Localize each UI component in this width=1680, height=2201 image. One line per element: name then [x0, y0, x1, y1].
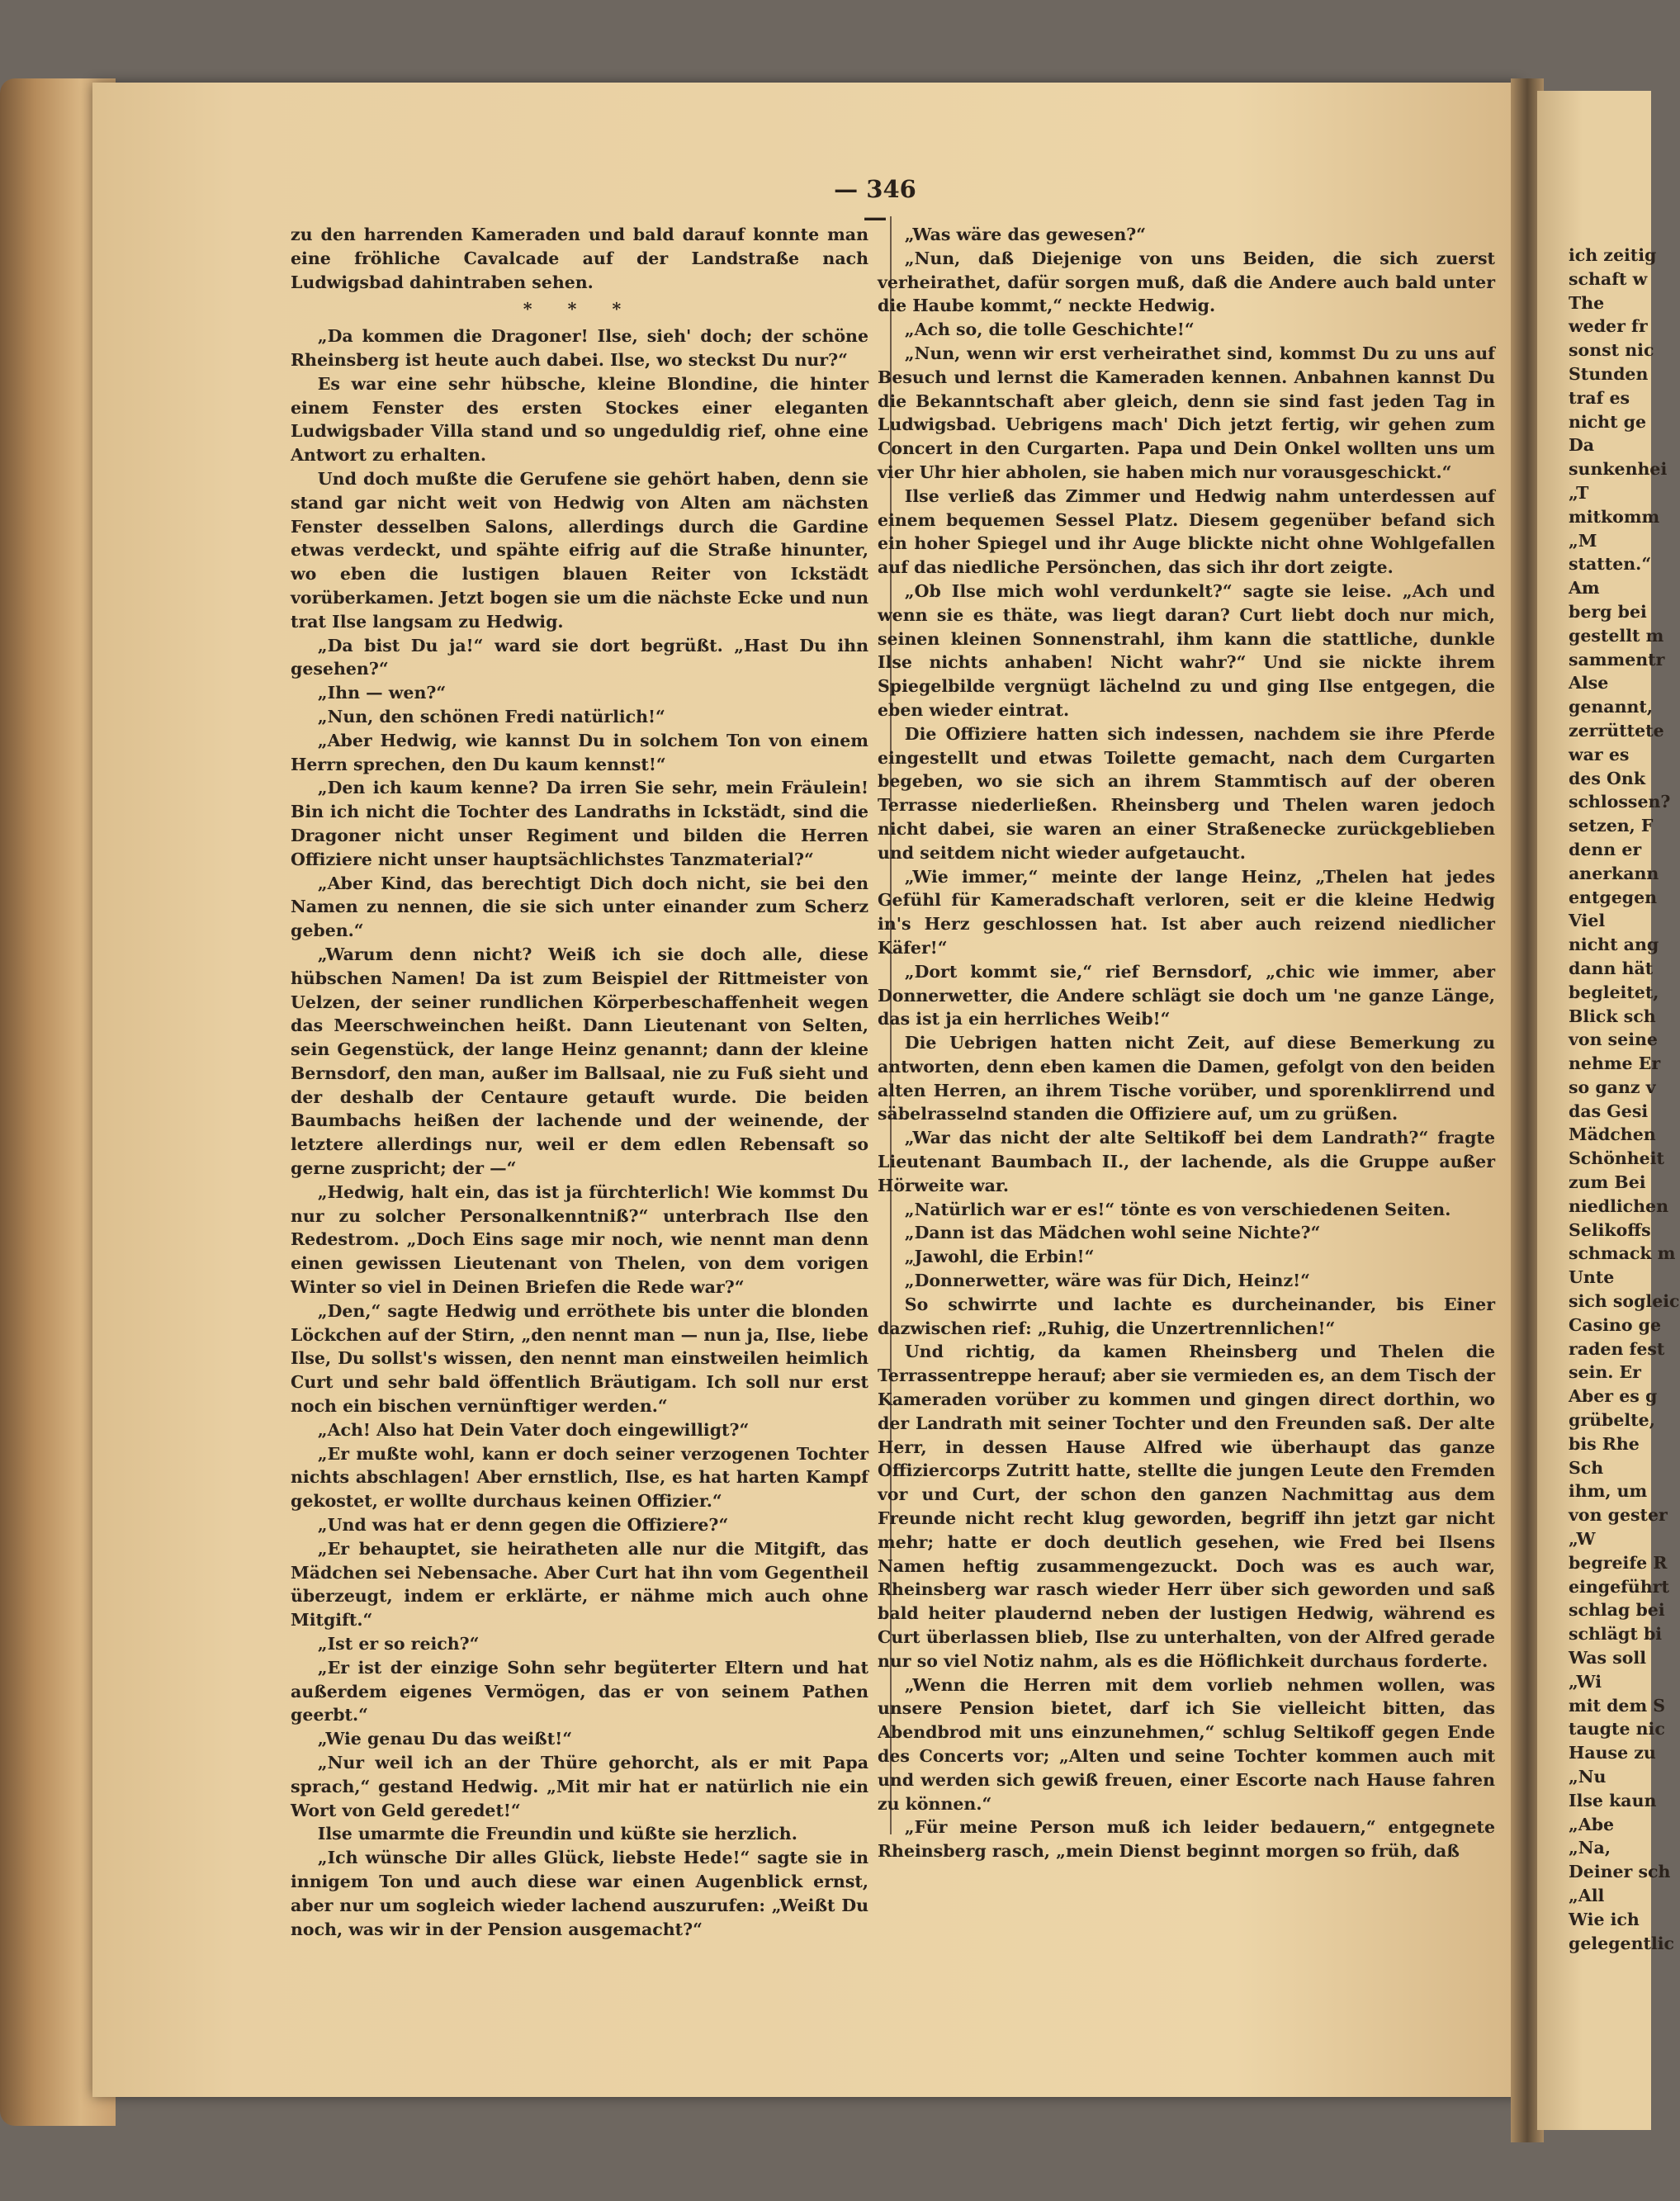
paragraph: „Ach so, die tolle Geschichte!“ — [904, 320, 1195, 340]
next-page-line: bis Rhe — [1569, 1433, 1640, 1454]
next-page-line: Stunden — [1569, 363, 1649, 384]
next-page-line: Blick sch — [1569, 1006, 1656, 1026]
paragraph: „Natürlich war er es!“ tönte es von verschiedenen Seiten. — [904, 1199, 1451, 1219]
next-page-line: sonst nic — [1569, 340, 1654, 361]
next-page-line: Viel — [1569, 911, 1606, 931]
right-column — [878, 223, 1495, 1863]
next-page-line: das Gesi — [1569, 1100, 1649, 1121]
next-page-line: setzen, F — [1569, 816, 1654, 836]
next-page-line: sammentr — [1569, 649, 1665, 670]
paragraph: „Ich wünsche Dir alles Glück, liebste Hede!“ sagte sie in innigem Ton und auch diese war einen Augenblick ernst, aber nur um sogleich wieder lachend auszurufen: „Weißt Du noch, was wir in der Pension ausgemacht?“ — [291, 1848, 868, 1939]
next-page-line: „W — [1569, 1529, 1596, 1550]
paragraph: zu den harrenden Kameraden und bald darauf konnte man eine fröhliche Cavalcade auf der Landstraße nach Ludwigsbad dahintraben sehen. — [291, 225, 868, 292]
next-page-line: Aber es g — [1569, 1386, 1658, 1407]
next-page-line: „All — [1569, 1885, 1605, 1905]
next-page-line: dann hät — [1569, 958, 1654, 978]
next-page-line: berg bei — [1569, 601, 1647, 622]
next-page-line: sein. Er — [1569, 1362, 1641, 1383]
paragraph: Die Offiziere hatten sich indessen, nachdem sie ihre Pferde eingestellt und etwas Toilette gemacht, nach dem Curgarten begeben, wo sie sich an ihrem Stammtisch auf der oberen Terrasse niederließen. Rheinsberg und Thelen waren jedoch nicht dabei, sie waren an einer Straßenecke zurückgeblieben und seitdem nicht wieder aufgetaucht. — [878, 723, 1495, 863]
next-page-line: „Nu — [1569, 1767, 1607, 1787]
next-page-line: gestellt m — [1569, 625, 1664, 646]
next-page-line: sunkenhei — [1569, 459, 1668, 480]
paragraph: „Er behauptet, sie heiratheten alle nur die Mitgift, das Mädchen sei Nebensache. Aber Curt hat ihn vom Gegentheil überzeugt, indem er erklärte, er nähme mich auch ohne Mitgift.“ — [291, 1538, 868, 1631]
page-number: — 346 — — [834, 175, 916, 231]
paragraph: „Was wäre das gewesen?“ — [904, 225, 1147, 244]
next-page-line: anerkann — [1569, 863, 1659, 883]
next-page-line: Unte — [1569, 1267, 1615, 1288]
next-page-line: „Wi — [1569, 1671, 1602, 1692]
paragraph: „Ihn — wen?“ — [317, 683, 447, 703]
next-page-line: weder fr — [1569, 316, 1648, 337]
paragraph: „Wie genau Du das weißt!“ — [317, 1729, 572, 1749]
next-page-line: „T — [1569, 482, 1589, 503]
paragraph: „Und was hat er denn gegen die Offiziere?“ — [317, 1515, 729, 1536]
next-page-line: nicht ge — [1569, 411, 1647, 432]
next-page-line: schlag bei — [1569, 1600, 1665, 1621]
paragraph: „Wie immer,“ meinte der lange Heinz, „Thelen hat jedes Gefühl für Kameradschaft verloren, seit er die kleine Hedwig in's Herz geschlossen hat. Ist aber auch reizend niedlicher Käfer!“ — [878, 866, 1495, 958]
next-page-line: begleitet, — [1569, 982, 1659, 1002]
section-break: * * * — [523, 299, 637, 320]
next-page-line: Wie ich — [1569, 1909, 1640, 1929]
next-page-line: Da — [1569, 435, 1595, 456]
next-page-column — [1569, 244, 1680, 1955]
next-page-line: entgegen — [1569, 887, 1658, 907]
next-page-line: gelegentlic — [1569, 1933, 1675, 1953]
paragraph: So schwirrte und lachte es durcheinander, bis Einer dazwischen rief: „Ruhig, die Unzertrennlichen!“ — [878, 1294, 1495, 1338]
next-page-line: grübelte, — [1569, 1410, 1655, 1431]
next-page-line: niedlichen — [1569, 1195, 1668, 1216]
next-page-line: taugte nic — [1569, 1719, 1665, 1740]
next-page-line: Am — [1569, 578, 1600, 599]
paragraph: „Nun, den schönen Fredi natürlich!“ — [317, 706, 665, 727]
paragraph: „Aber Kind, das berechtigt Dich doch nicht, sie bei den Namen zu nennen, die sie sich unter einander zum Scherz geben.“ — [291, 873, 868, 941]
next-page-line: so ganz v — [1569, 1077, 1656, 1097]
paragraph: „Da bist Du ja!“ ward sie dort begrüßt. „Hast Du ihn gesehen?“ — [291, 635, 868, 679]
next-page-line: „M — [1569, 530, 1597, 551]
next-page-line: schaft w — [1569, 268, 1648, 289]
next-page-line: Sch — [1569, 1457, 1604, 1478]
next-page-line: denn er — [1569, 839, 1642, 859]
paragraph: „War das nicht der alte Seltikoff bei dem Landrath?“ fragte Lieutenant Baumbach II., der lachende, als die Gruppe außer Hörweite war. — [878, 1128, 1495, 1195]
paragraph: „Er ist der einzige Sohn sehr begüterter Eltern und hat außerdem eigenes Vermögen, das er von seinem Pathen geerbt.“ — [291, 1657, 868, 1725]
paragraph: „Dort kommt sie,“ rief Bernsdorf, „chic wie immer, aber Donnerwetter, die Andere schlägt sie doch um 'ne ganze Länge, das ist ja ein herrliches Weib!“ — [878, 961, 1495, 1030]
next-page-line: mitkomm — [1569, 506, 1660, 527]
next-page-line: eingeführt — [1569, 1576, 1670, 1597]
next-page-line: schlägt bi — [1569, 1624, 1663, 1645]
next-page-line: Deiner sch — [1569, 1862, 1671, 1882]
paragraph: „Für meine Person muß ich leider bedauern,“ entgegnete Rheinsberg rasch, „mein Dienst beginnt morgen so früh, daß — [878, 1817, 1495, 1862]
paragraph: Ilse umarmte die Freundin und küßte sie herzlich. — [317, 1824, 797, 1844]
next-page-line: raden fest — [1569, 1338, 1665, 1359]
next-page-line: Hause zu — [1569, 1743, 1656, 1763]
paragraph: „Nur weil ich an der Thüre gehorcht, als er mit Papa sprach,“ gestand Hedwig. „Mit mir hat er natürlich nie ein Wort von Geld geredet!“ — [291, 1753, 868, 1820]
paragraph: „Nun, wenn wir erst verheirathet sind, kommst Du zu uns auf Besuch und lernst die Kameraden kennen. Anbahnen kannst Du die Bekanntschaft aber gleich, denn sie sind fast jeden Tag in Ludwigsbad. Uebrigens mach' Dich jetzt fertig, wir gehen zum Concert in den Curgarten. Papa und Dein Onkel wollten uns um vier Uhr hier abholen, sie haben mich nur vorausgeschickt.“ — [878, 343, 1495, 482]
paragraph: „Donnerwetter, wäre was für Dich, Heinz!“ — [904, 1271, 1310, 1291]
next-page-line: statten.“ — [1569, 554, 1652, 575]
paragraph: „Er mußte wohl, kann er doch seiner verzogenen Tochter nichts abschlagen! Aber ernstlich, Ilse, es hat harten Kampf gekostet, er wollte durchaus keinen Offizier.“ — [291, 1443, 868, 1512]
next-page-line: nicht ang — [1569, 935, 1659, 955]
next-page-line: The — [1569, 292, 1605, 313]
next-page-line: von gester — [1569, 1505, 1668, 1526]
paragraph: „Ist er so reich?“ — [317, 1634, 480, 1654]
paragraph: Und doch mußte die Gerufene sie gehört haben, denn sie stand gar nicht weit von Hedwig von Alten am nächsten Fenster desselben Salons, allerdings durch die Gardine etwas verdeckt, und spähte eifrig auf die Straße hinunter, wo eben die lustigen blauen Reiter von Ickstädt vorüberkamen. Jetzt bogen sie um die nächste Ecke und nun trat Ilse langsam zu Hedwig. — [291, 468, 868, 632]
next-page-line: mit dem S — [1569, 1695, 1666, 1716]
next-page-line: „Na, — [1569, 1838, 1611, 1858]
next-page-line: von seine — [1569, 1030, 1658, 1050]
next-page-line: ihm, um — [1569, 1481, 1648, 1502]
next-page-line: sich sogleic — [1569, 1291, 1680, 1312]
next-page-line: Was soll — [1569, 1648, 1646, 1668]
next-page-line: schmack m — [1569, 1243, 1676, 1264]
next-page-line: nehme Er — [1569, 1053, 1661, 1074]
next-page-line: begreife R — [1569, 1552, 1668, 1573]
next-page-line: traf es — [1569, 387, 1630, 408]
paragraph: Es war eine sehr hübsche, kleine Blondine, die hinter einem Fenster des ersten Stockes einer eleganten Ludwigsbader Villa stand und so ungeduldig rief, ohne eine Antwort zu erhalten. — [291, 373, 868, 466]
next-page-line: Schönheit — [1569, 1148, 1664, 1169]
next-page-line: schlossen? — [1569, 792, 1671, 812]
paragraph: „Den ich kaum kenne? Da irren Sie sehr, mein Fräulein! Bin ich nicht die Tochter des Landraths in Ickstädt, sind die Dragoner nicht unser Regiment und bilden die Herren Offiziere nicht unser hauptsächlichstes Tanzmaterial?“ — [291, 778, 868, 869]
paragraph: „Den,“ sagte Hedwig und erröthete bis unter die blonden Löckchen auf der Stirn, „den nennt man — nun ja, Ilse, liebe Ilse, Du sollst's wissen, den nennt man einstweilen heimlich Curt und sehr bald öffentlich Bräutigam. Ich soll nur erst noch ein bischen vernünftiger werden.“ — [291, 1300, 868, 1417]
paragraph: „Ach! Also hat Dein Vater doch eingewilligt?“ — [317, 1419, 750, 1440]
paragraph: „Nun, daß Diejenige von uns Beiden, die sich zuerst verheirathet, dafür sorgen muß, daß die Andere auch bald unter die Haube kommt,“ neckte Hedwig. — [878, 248, 1495, 316]
next-page-line: zum Bei — [1569, 1172, 1646, 1193]
next-page-line: Mädchen — [1569, 1124, 1656, 1145]
paragraph: „Hedwig, halt ein, das ist ja fürchterlich! Wie kommst Du nur zu solcher Personalkenntniß?“ unterbrach Ilse den Redestrom. „Doch Eins sage mir noch, wie nennt man denn einen gewissen Lieutenant von Thelen, von dem vorigen Winter so viel in Deinen Briefen die Rede war?“ — [291, 1181, 868, 1298]
paragraph: Ilse verließ das Zimmer und Hedwig nahm unterdessen auf einem bequemen Sessel Platz. Diesem gegenüber befand sich ein hoher Spiegel und ihr Auge blickte nicht ohne Wohlgefallen auf das niedliche Persönchen, das sich ihr dort zeigte. — [878, 485, 1495, 578]
next-page-line: genannt, — [1569, 697, 1653, 717]
paragraph: „Warum denn nicht? Weiß ich sie doch alle, diese hübschen Namen! Da ist zum Beispiel der Rittmeister von Uelzen, der seiner rundlichen Körperbeschaffenheit wegen das Meerschweinchen heißt. Dann Lieutenant von Selten, sein Gegenstück, der lange Heinz genannt; dann der kleine Bernsdorf, den man, außer im Ballsaal, nie zu Fuß sieht und der deshalb der Centaure getauft wurde. Die beiden Baumbachs heißen der lachende und der weinende, der letztere allerdings nur, weil er dem edlen Rebensaft so gerne zuspricht; der —“ — [291, 944, 868, 1179]
next-page-line: „Abe — [1569, 1814, 1615, 1834]
paragraph: „Da kommen die Dragoner! Ilse, sieh' doch; der schöne Rheinsberg ist heute auch dabei. Ilse, wo steckst Du nur?“ — [291, 326, 868, 370]
paragraph: „Aber Hedwig, wie kannst Du in solchem Ton von einem Herrn sprechen, den Du kaum kennst!“ — [291, 730, 868, 774]
left-column — [291, 223, 868, 1941]
next-page-line: Ilse kaun — [1569, 1790, 1657, 1810]
next-page-line: Alse — [1569, 673, 1609, 693]
next-page-line: zerrüttete — [1569, 720, 1664, 741]
next-page-line: Selikoffs — [1569, 1219, 1651, 1240]
next-page-line: war es — [1569, 744, 1630, 764]
paragraph: „Ob Ilse mich wohl verdunkelt?“ sagte sie leise. „Ach und wenn sie es thäte, was liegt daran? Curt liebt doch nur mich, seinen kleinen Sonnenstrahl, ihm kann die stattliche, dunkle Ilse nichts anhaben! Nicht wahr?“ Und sie nickte ihrem Spiegelbilde vergnügt lächelnd zu und ging Ilse entgegen, die eben wieder eintrat. — [878, 580, 1495, 720]
next-page-line: ich zeitig — [1569, 245, 1657, 265]
paragraph: Die Uebrigen hatten nicht Zeit, auf diese Bemerkung zu antworten, denn eben kamen die Damen, gefolgt von den beiden alten Herren, an ihrem Tische vorüber, und sporenklirrend und säbelrasselnd standen die Offiziere auf, um zu grüßen. — [878, 1033, 1495, 1124]
next-page-line: Casino ge — [1569, 1314, 1662, 1335]
paragraph: „Jawohl, die Erbin!“ — [904, 1247, 1095, 1267]
next-page-line: des Onk — [1569, 768, 1646, 788]
paragraph: Und richtig, da kamen Rheinsberg und Thelen die Terrassentreppe herauf; aber sie vermieden es, an dem Tisch der Kameraden vorüber zu kommen und gingen direct dorthin, wo der Landrath mit seiner Tochter und den Freunden saß. Der alte Herr, in dessen Hause Alfred wie überhaupt das ganze Offiziercorps Zutritt hatte, stellte die jungen Leute den Fremden vor und Curt, der schon den ganzen Nachmittag aus dem Freunde nicht recht klug geworden, begriff ihn jetzt gar nicht mehr; hatte er doch deutlich gesehen, wie Fred bei Ilsens Namen heftig zusammengezuckt. Doch was es auch war, Rheinsberg war rasch wieder Herr über sich geworden und saß bald heiter plaudernd neben der lustigen Hedwig, während es Curt überlassen blieb, Ilse zu unterhalten, von der Alfred gerade nur so viel Notiz nahm, als es die Höflichkeit durchaus forderte. — [878, 1342, 1495, 1671]
paragraph: „Dann ist das Mädchen wohl seine Nichte?“ — [904, 1223, 1321, 1243]
paragraph: „Wenn die Herren mit dem vorlieb nehmen wollen, was unsere Pension bietet, darf ich Sie vielleicht bitten, das Abendbrod mit uns einzunehmen,“ schlug Seltikoff gegen Ende des Concerts vor; „Alten und seine Tochter kommen auch mit und werden sich gewiß freuen, einer Escorte nach Hause fahren zu können.“ — [878, 1674, 1495, 1814]
